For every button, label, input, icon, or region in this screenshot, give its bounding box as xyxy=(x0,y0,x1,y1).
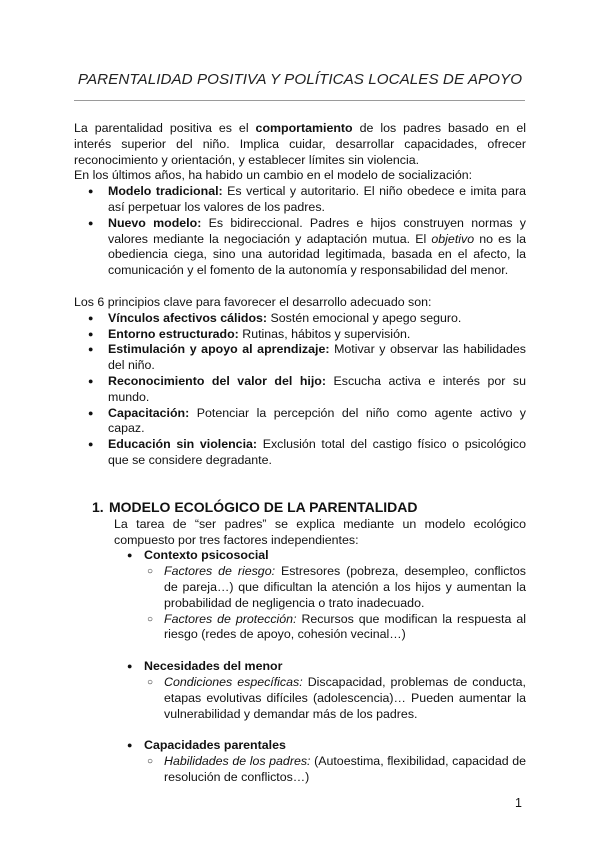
list-item xyxy=(74,184,526,216)
page-title: PARENTALIDAD POSITIVA Y POLÍTICAS LOCALES DE APOYO xyxy=(77,71,523,88)
document-body xyxy=(74,121,526,786)
model-label: Nuevo modelo: xyxy=(108,215,202,230)
sub-list xyxy=(144,564,526,643)
section-title: MODELO ECOLÓGICO DE LA PARENTALIDAD xyxy=(109,498,418,515)
list-item xyxy=(74,437,526,469)
model-italic-term: objetivo xyxy=(431,231,475,246)
section-heading xyxy=(92,499,526,516)
list-item xyxy=(144,612,526,644)
sub-text: (Autoestima, flexibilidad, capacidad de resolución de conflictos…) xyxy=(164,754,526,784)
principle-label: Entorno estructurado: xyxy=(108,326,239,341)
intro-paragraph xyxy=(74,121,526,168)
list-item xyxy=(114,548,526,643)
principle-text: Sostén emocional y apego seguro. xyxy=(267,310,462,325)
intro-text-end: de los padres basado en el interés superior del niño. Implica cuidar, desarrollar capacidades, ofrecer reconocimiento y orientación, y establecer límites sin violencia. xyxy=(74,121,526,167)
models-list xyxy=(74,184,526,279)
section-ecological-model xyxy=(74,499,526,786)
list-item xyxy=(74,327,526,343)
sub-list xyxy=(144,754,526,786)
principle-label: Capacitación: xyxy=(108,405,190,420)
sub-text: Discapacidad, problemas de conducta, etapas evolutivas difíciles (adolescencia)… Pueden aumentar la vulnerabilidad y demandar más de los padres. xyxy=(164,674,526,721)
sub-label: Condiciones específicas: xyxy=(164,674,303,689)
section-intro: La tarea de “ser padres” se explica mediante un modelo ecológico compuesto por tres factores independientes: xyxy=(114,516,526,547)
list-item xyxy=(144,754,526,786)
principle-text: Rutinas, hábitos y supervisión. xyxy=(238,326,411,341)
sub-text: Estresores (pobreza, desempleo, conflictos de pareja…) que dificultan la atención a los hijos y aumentan la probabilidad de negligencia o trato inadecuado. xyxy=(164,564,527,610)
principle-text: Motivar y observar las habilidades del niño. xyxy=(108,342,526,373)
sub-label: Habilidades de los padres: xyxy=(164,754,311,769)
list-item xyxy=(74,406,526,438)
model-text: Es vertical y autoritario. El niño obedece e imita para así perpetuar los valores de los padres. xyxy=(108,184,526,214)
principle-label: Vínculos afectivos cálidos: xyxy=(108,310,268,325)
section-number: 1. xyxy=(92,498,104,515)
factor-title: ● Necesidades del menor xyxy=(144,659,283,674)
list-item xyxy=(114,659,526,722)
principle-label: Reconocimiento del valor del hijo: xyxy=(108,373,326,388)
principles-list xyxy=(74,311,526,469)
sub-text: Recursos que modifican la respuesta al riesgo (redes de apoyo, cohesión vecinal…) xyxy=(164,611,526,642)
list-item xyxy=(74,311,526,327)
list-item xyxy=(74,342,526,374)
principle-text: Exclusión total del castigo físico o psicológico que se considere degradante. xyxy=(108,437,526,467)
section-body xyxy=(92,517,526,786)
factor-title: ● Contexto psicosocial xyxy=(144,548,269,563)
principle-label: Estimulación y apoyo al aprendizaje: xyxy=(108,342,330,357)
principle-label: Educación sin violencia: xyxy=(108,437,258,452)
list-item xyxy=(144,564,526,611)
model-text: no es la obediencia ciega, sino una autoridad legitimada, basada en el afecto, la comunicación y el fomento de la autonomía y responsabilidad del menor. xyxy=(108,231,526,278)
sub-list xyxy=(144,675,526,722)
list-item xyxy=(74,374,526,406)
intro-text-start: La parentalidad positiva es el xyxy=(74,121,256,135)
principles-lead: Los 6 principios clave para favorecer el desarrollo adecuado son: xyxy=(74,294,432,309)
principle-text: Potenciar la percepción del niño como agente activo y capaz. xyxy=(108,405,526,436)
principle-text: Escucha activa e interés por su mundo. xyxy=(108,373,526,404)
socialization-lead: En los últimos años, ha habido un cambio en el modelo de socialización: xyxy=(74,168,473,183)
intro-bold-term: comportamiento xyxy=(255,121,353,135)
factor-title: ● Capacidades parentales xyxy=(144,738,286,753)
list-item xyxy=(144,675,526,722)
page-number: 1 xyxy=(515,796,522,810)
title-divider xyxy=(74,100,525,101)
sub-label: Factores de riesgo: xyxy=(164,564,276,579)
list-item xyxy=(74,216,526,279)
sub-label: Factores de protección: xyxy=(164,611,297,626)
model-text: Es bidireccional. Padres e hijos construyen normas y valores mediante la negociación y adaptación mutua. El xyxy=(108,215,526,246)
factors-list xyxy=(114,548,526,785)
model-label: Modelo tradicional: xyxy=(108,184,223,199)
list-item xyxy=(114,738,526,785)
spacer xyxy=(74,279,526,295)
